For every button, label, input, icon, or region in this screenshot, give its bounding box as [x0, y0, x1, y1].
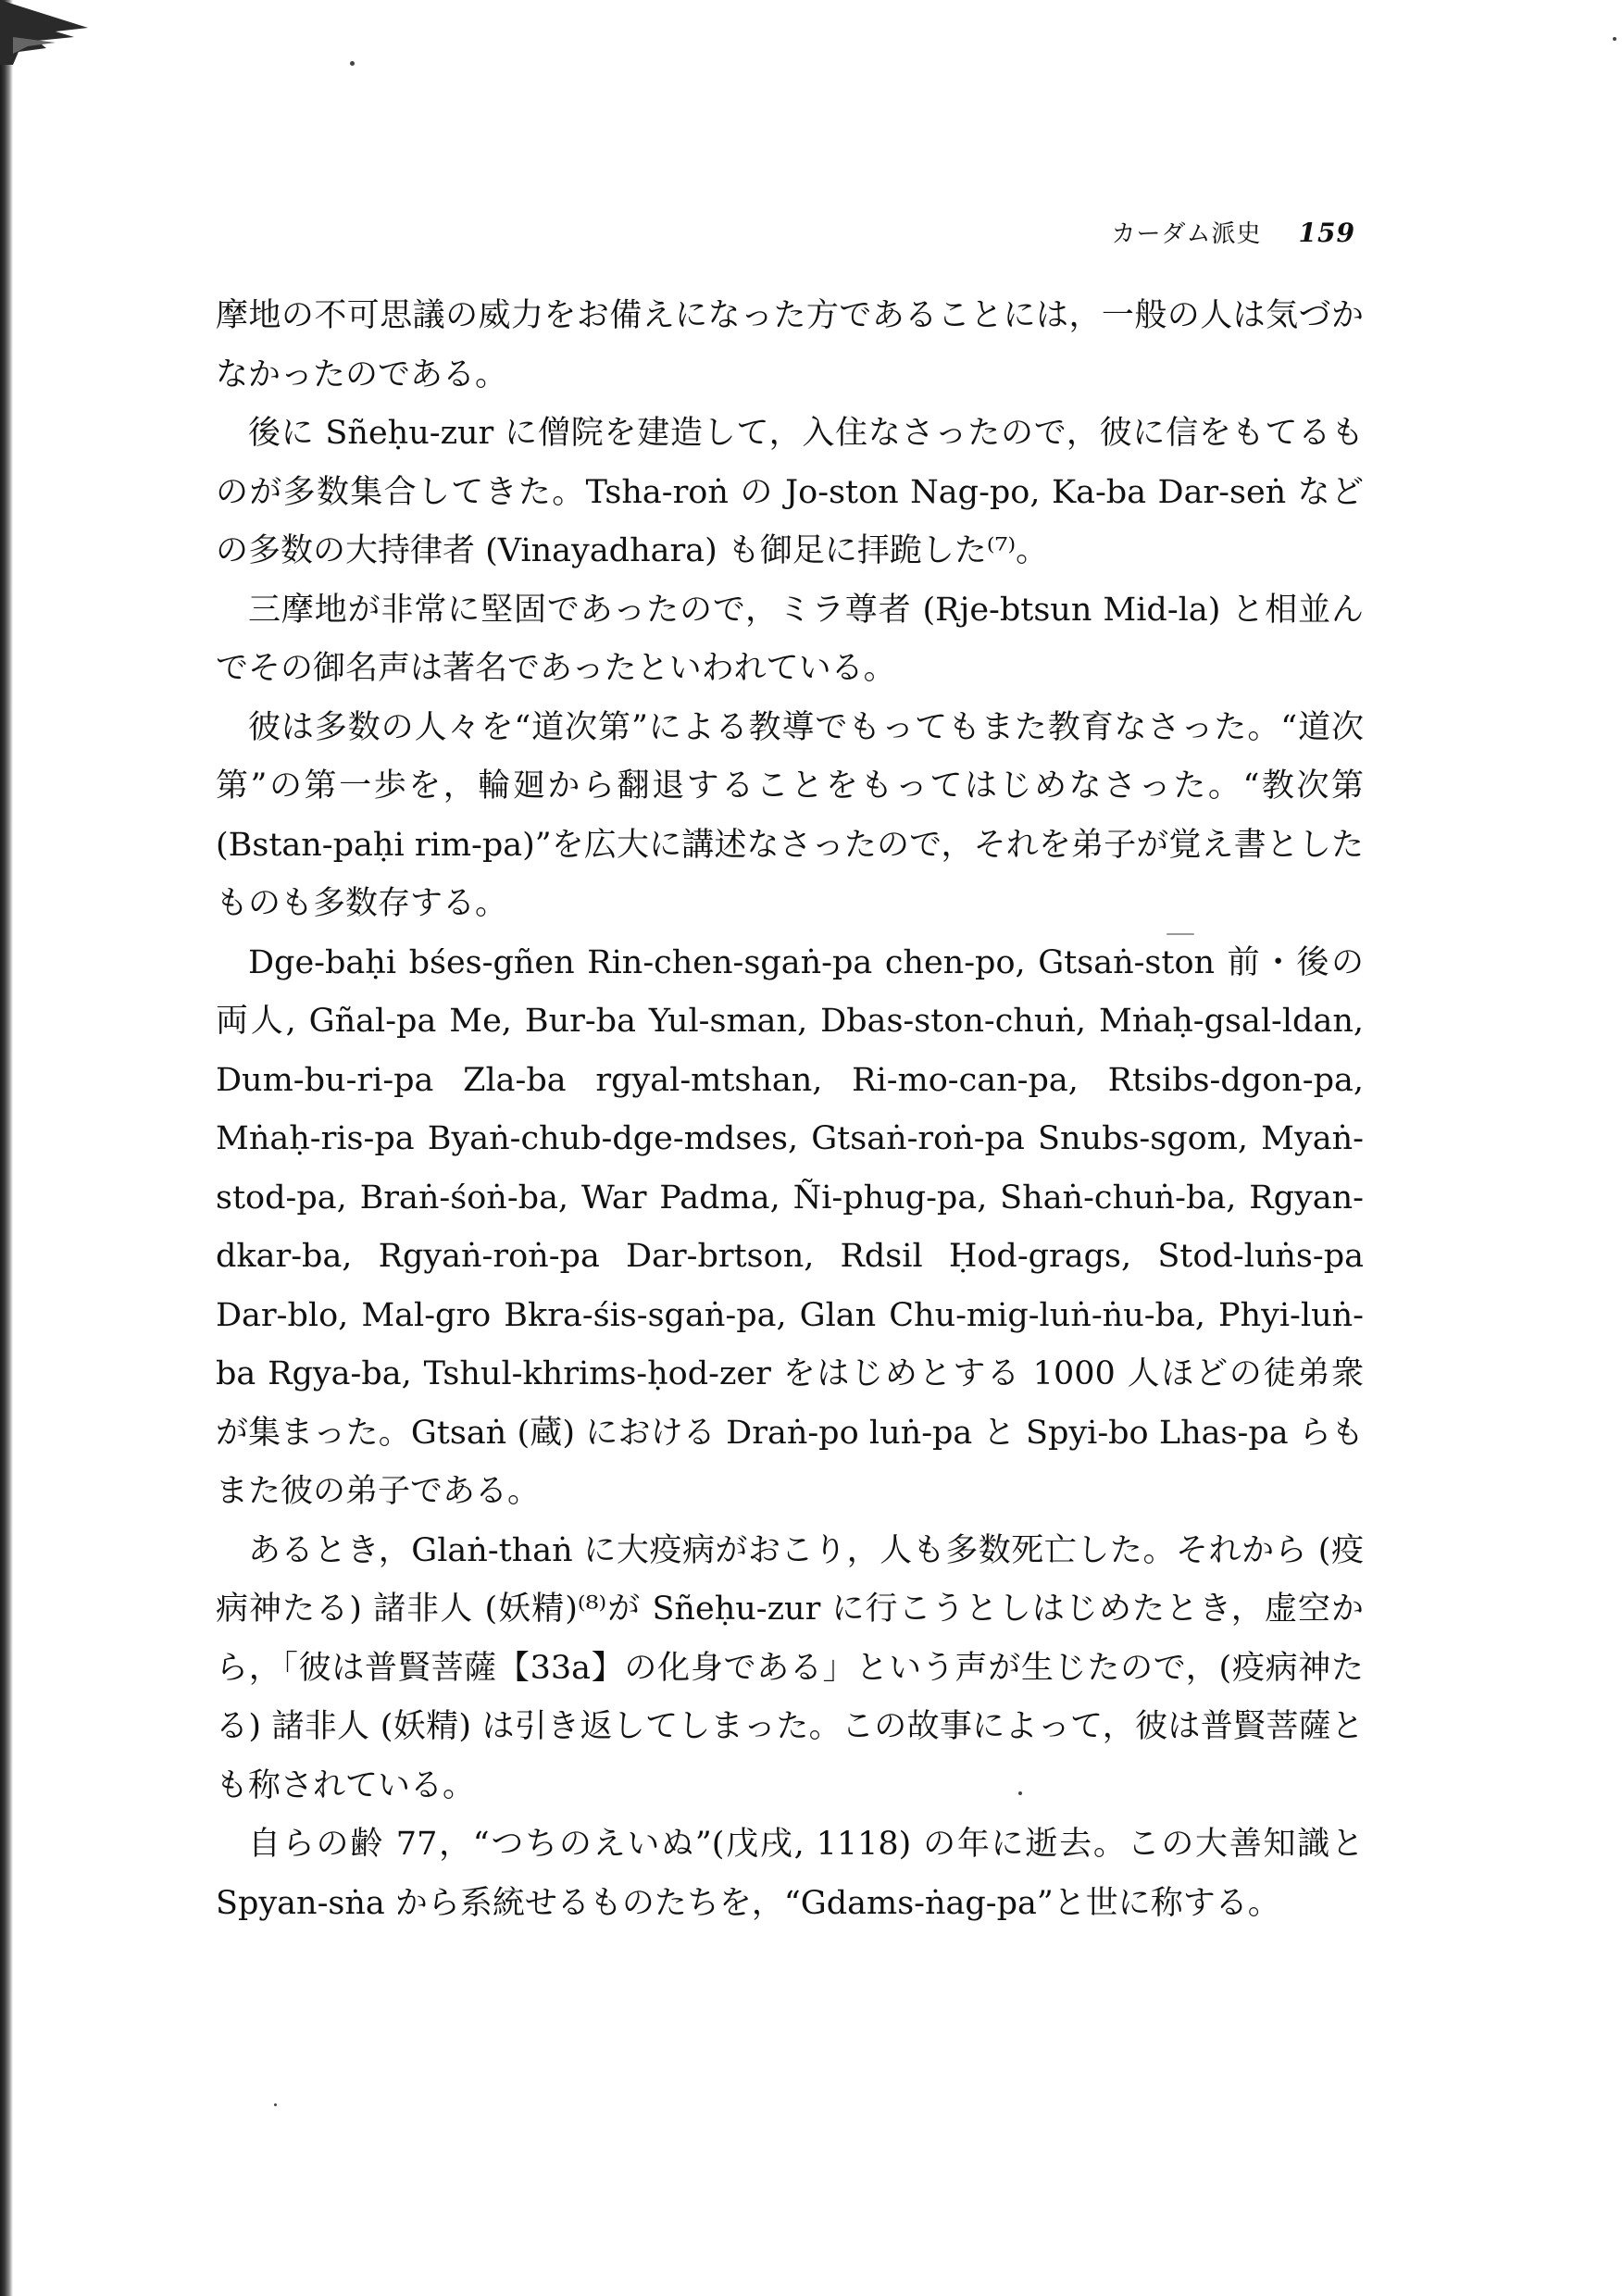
body-text: [216, 287, 1364, 1933]
page-binding-shadow: [0, 0, 13, 2296]
scan-speck: [1613, 37, 1616, 41]
paragraph: 三摩地が非常に堅固であったので，ミラ尊者 (Rje-btsun Mid-la) と相並んでその御名声は著名であったといわれている。: [216, 591, 1364, 687]
running-header: [1112, 215, 1355, 249]
scan-speck: [274, 2103, 277, 2106]
paragraph: 後に Sñeḥu-zur に僧院を建造して，入住なさったので，彼に信をもてるものが多数集合してきた。Tsha-roṅ の Jo-ston Nag-po, Ka-ba Dar-seṅ などの多数の大持律者 (Vinayadhara) も御足に拝跪した⁽⁷⁾。: [216, 415, 1364, 569]
paragraph: 自らの齢 77，“つちのえいぬ”(戊戌, 1118) の年に逝去。この大善知識と Spyan-sṅa から系統せるものたちを，“Gdams-ṅag-pa”と世に称する。: [216, 1826, 1364, 1922]
scan-speck: [350, 61, 355, 66]
scan-edge-artifact: [0, 0, 93, 65]
page-number: 159: [1298, 218, 1355, 248]
running-title: カーダム派史: [1111, 220, 1262, 248]
paragraph: 摩地の不可思議の威力をお備えになった方であることには，一般の人は気づかなかったのである。: [216, 297, 1364, 393]
paragraph: 彼は多数の人々を“道次第”による教導でもってもまた教育なさった。“道次第”の第一歩を，輪廻から翻退することをもってはじめなさった。“教次第 (Bstan-paḥi rim-pa)”を広大に講述なさったので，それを弟子が覚え書としたものも多数存する。: [216, 708, 1364, 922]
paragraph: Dge-baḥi bśes-gñen Rin-chen-sgaṅ-pa chen-po, Gtsaṅ-ston 前・後の両人, Gñal-pa Me, Bur-ba Yul-sman, Dbas-ston-chuṅ, Mṅaḥ-gsal-ldan, Dum-bu-ri-pa Zla-ba rgyal-mtshan, Ri-mo-can-pa, Rtsibs-dgon-pa, Mṅaḥ-ris-pa Byaṅ-chub-dge-mdses, Gtsaṅ-roṅ-pa Snubs-sgom, Myaṅ-stod-pa, Braṅ-śoṅ-ba, War Padma, Ñi-phug-pa, Shaṅ-chuṅ-ba, Rgyan-dkar-ba, Rgyaṅ-roṅ-pa Dar-brtson, Rdsil Ḥod-grags, Stod-luṅs-pa Dar-blo, Mal-gro Bkra-śis-sgaṅ-pa, Glan Chu-mig-luṅ-ṅu-ba, Phyi-luṅ-ba Rgya-ba, Tshul-khrims-ḥod-zer をはじめとする 1000 人ほどの徒弟衆が集まった。Gtsaṅ (蔵) における Draṅ-po luṅ-pa と Spyi-bo Lhas-pa らもまた彼の弟子である。: [216, 943, 1364, 1510]
paragraph: あるとき，Glaṅ-thaṅ に大疫病がおこり，人も多数死亡した。それから (疫病神たる) 諸非人 (妖精)⁽⁸⁾が Sñeḥu-zur に行こうとしはじめたとき，虚空から，「彼は普賢菩薩【33a】の化身である」という声が生じたので，(疫病神たる) 諸非人 (妖精) は引き返してしまった。この故事によって，彼は普賢菩薩とも称されている。: [216, 1531, 1364, 1804]
